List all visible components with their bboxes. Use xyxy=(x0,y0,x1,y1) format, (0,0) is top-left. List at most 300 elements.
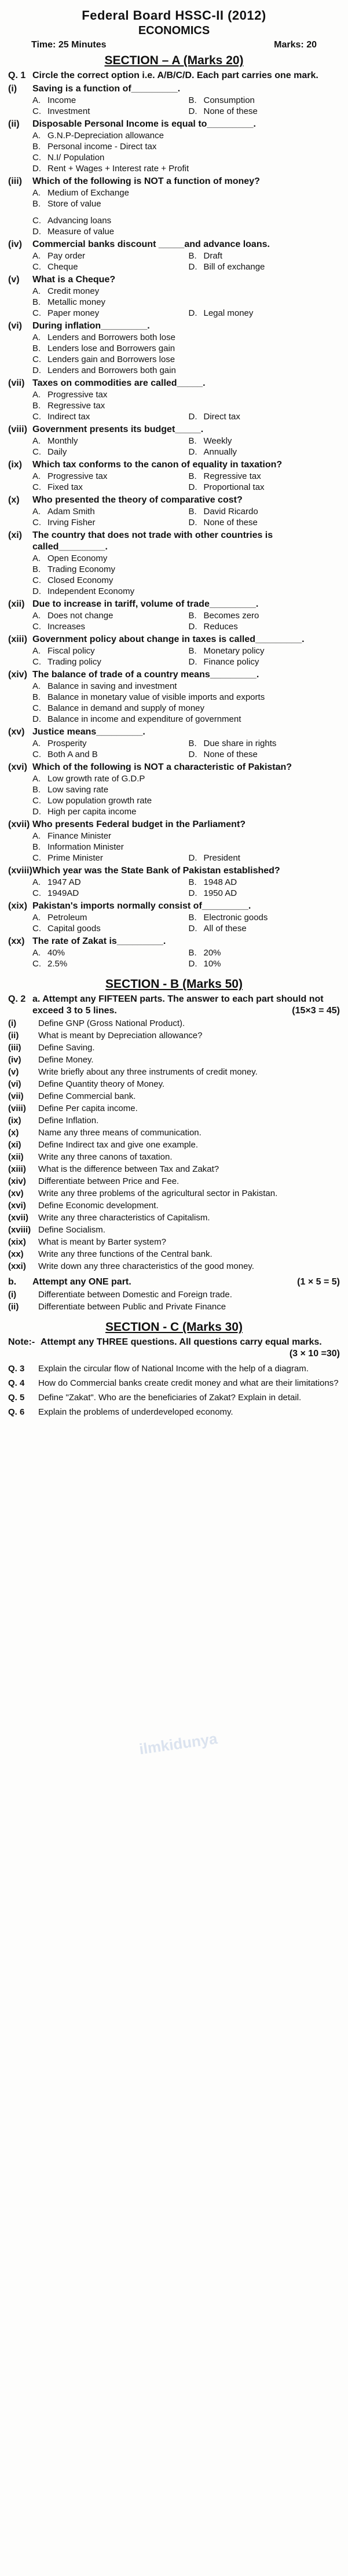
option xyxy=(32,163,340,174)
point-number: (xiii) xyxy=(8,1164,26,1174)
mcq-item xyxy=(8,936,340,969)
option-letter: D. xyxy=(188,622,197,632)
option-letter: C. xyxy=(32,518,41,527)
option-text: Measure of value xyxy=(47,227,115,237)
question-text: Explain the circular flow of National Income with the help of a diagram. xyxy=(38,1364,309,1374)
option xyxy=(32,912,184,923)
option-letter: A. xyxy=(32,646,41,656)
long-question-list xyxy=(8,1363,340,1418)
option-letter: A. xyxy=(32,553,41,563)
point-text: What is meant by Barter system? xyxy=(38,1237,166,1247)
part-b-label: b. xyxy=(8,1277,17,1287)
item-number: (xi) xyxy=(8,530,22,540)
item-body xyxy=(32,176,340,237)
option-letter: B. xyxy=(188,471,197,481)
option-letter: A. xyxy=(32,913,41,922)
option xyxy=(32,852,184,863)
option xyxy=(32,888,184,899)
option-text: 40% xyxy=(47,948,65,958)
item-number: (xx) xyxy=(8,936,25,946)
option-letter: D. xyxy=(188,482,197,492)
option xyxy=(32,749,184,760)
item-number: (x) xyxy=(8,495,20,505)
option xyxy=(32,389,184,400)
item-number: (xiii) xyxy=(8,634,27,644)
option xyxy=(189,411,340,422)
item-body xyxy=(32,865,340,899)
option xyxy=(32,308,184,319)
option xyxy=(189,95,340,106)
point-number: (xi) xyxy=(8,1140,21,1150)
option xyxy=(32,152,340,163)
point-number: (ix) xyxy=(8,1116,21,1125)
short-question xyxy=(8,1176,340,1187)
question-number: Q. 5 xyxy=(8,1393,25,1403)
option-letter: C. xyxy=(32,622,41,632)
option xyxy=(189,958,340,969)
option-letter: D. xyxy=(188,750,197,759)
option-text: Draft xyxy=(203,251,223,261)
question-text: Taxes on commodities are called_____. xyxy=(32,378,206,388)
option-text: Balance in monetary value of visible imports and exports xyxy=(47,692,265,702)
option xyxy=(189,947,340,958)
option xyxy=(189,506,340,517)
option xyxy=(189,645,340,656)
option-letter: A. xyxy=(32,251,41,261)
option-text: Irving Fisher xyxy=(47,518,96,527)
option-text: 1948 AD xyxy=(203,877,237,887)
option-text: Lenders gain and Borrowers lose xyxy=(47,355,175,364)
long-question xyxy=(8,1392,340,1403)
question-text: Who presented the theory of comparative cost? xyxy=(32,495,243,505)
option-letter: C. xyxy=(32,106,41,116)
option-text: Regressive tax xyxy=(47,401,105,411)
option xyxy=(189,286,340,291)
mcq-item xyxy=(8,424,340,457)
option-letter: D. xyxy=(32,366,41,375)
question-text: Saving is a function of_________. xyxy=(32,84,181,94)
option-letter: A. xyxy=(32,436,41,446)
options xyxy=(32,738,340,760)
item-number: (ix) xyxy=(8,460,22,470)
options xyxy=(32,286,340,319)
option-text: Becomes zero xyxy=(203,611,259,621)
option-text: Electronic goods xyxy=(203,913,268,922)
mcq-item xyxy=(8,530,340,597)
point-text: What is meant by Depreciation allowance? xyxy=(38,1031,203,1040)
short-question xyxy=(8,1103,340,1114)
question-text: During inflation_________. xyxy=(32,321,150,331)
note-marks: (3 × 10 =30) xyxy=(289,1349,340,1359)
question-number: Q. 4 xyxy=(8,1378,25,1388)
mcq-item xyxy=(8,320,340,376)
point-number: (ii) xyxy=(8,1031,19,1040)
option xyxy=(32,130,340,141)
board-title: Federal Board HSSC-II (2012) xyxy=(82,8,266,23)
point-text: Write any three canons of taxation. xyxy=(38,1152,173,1162)
section-c-title: SECTION - C (Marks 30) xyxy=(105,1320,243,1334)
option-text: Monthly xyxy=(47,436,78,446)
point-text: Differentiate between Domestic and Foreign trade. xyxy=(38,1290,232,1300)
long-question xyxy=(8,1407,340,1418)
option-letter: C. xyxy=(32,262,41,272)
item-number: (xvii) xyxy=(8,820,30,829)
option-letter: A. xyxy=(32,390,41,400)
option xyxy=(32,645,184,656)
question-number: Q. 6 xyxy=(8,1407,25,1417)
point-text: Define Socialism. xyxy=(38,1225,105,1235)
option-text: Independent Economy xyxy=(47,586,135,596)
option-text: Closed Economy xyxy=(47,575,113,585)
short-question-list xyxy=(8,1018,340,1272)
item-number: (vi) xyxy=(8,321,22,331)
question-text: Commercial banks discount _____and advance loans. xyxy=(32,239,270,249)
point-number: (v) xyxy=(8,1067,19,1077)
option-letter: A. xyxy=(32,131,41,141)
option xyxy=(32,436,184,446)
point-number: (xviii) xyxy=(8,1225,31,1235)
option-letter: D. xyxy=(188,308,197,318)
option-text: Does not change xyxy=(47,611,113,621)
option-text: Lenders and Borrowers both lose xyxy=(47,333,175,342)
point-number: (i) xyxy=(8,1290,17,1300)
option-letter: C. xyxy=(32,888,41,898)
option-text: Daily xyxy=(47,447,67,457)
option xyxy=(32,610,184,621)
option xyxy=(189,610,340,621)
option-text: Due share in rights xyxy=(203,739,277,748)
mcq-list xyxy=(8,83,340,969)
option-text: Advancing loans xyxy=(47,216,112,226)
option-text: Proportional tax xyxy=(203,482,265,492)
option-letter: B. xyxy=(188,95,197,105)
option-letter: D. xyxy=(188,888,197,898)
item-body xyxy=(32,530,340,597)
option-text: Rent + Wages + Interest rate + Profit xyxy=(47,164,189,174)
option-text: Annually xyxy=(203,447,237,457)
option xyxy=(189,877,340,888)
item-number: (ii) xyxy=(8,119,20,129)
item-number: (viii) xyxy=(8,425,27,434)
option-text: Regressive tax xyxy=(203,471,261,481)
option xyxy=(189,621,340,632)
point-number: (vii) xyxy=(8,1091,24,1101)
total-marks: Marks: 20 xyxy=(274,40,317,50)
option-letter: D. xyxy=(32,227,41,237)
item-body xyxy=(32,239,340,272)
option-letter: C. xyxy=(32,853,41,863)
option-letter: A. xyxy=(32,948,41,958)
options xyxy=(32,471,340,493)
option-letter: C. xyxy=(32,959,41,969)
options xyxy=(32,187,340,237)
option xyxy=(32,446,184,457)
option-letter: B. xyxy=(188,913,197,922)
short-question xyxy=(8,1164,340,1175)
item-body xyxy=(32,274,340,319)
option xyxy=(32,784,340,795)
question-number: Q. 3 xyxy=(8,1364,25,1374)
option-text: Balance in income and expenditure of government xyxy=(47,714,241,724)
option-letter: B. xyxy=(188,611,197,621)
short-question xyxy=(8,1115,340,1126)
option-letter: D. xyxy=(188,518,197,527)
options xyxy=(32,332,340,376)
option-text: Low growth rate of G.D.P xyxy=(47,774,145,784)
question-text: Disposable Personal Income is equal to_________. xyxy=(32,119,256,129)
option xyxy=(189,400,340,406)
mcq-item xyxy=(8,634,340,667)
short-question xyxy=(8,1042,340,1053)
option xyxy=(189,261,340,272)
option-letter: D. xyxy=(32,164,41,174)
option xyxy=(189,842,340,847)
item-number: (xiv) xyxy=(8,670,27,680)
option-letter: D. xyxy=(188,959,197,969)
mcq-item xyxy=(8,669,340,725)
option xyxy=(32,923,184,934)
option-text: None of these xyxy=(203,750,258,759)
option-letter: D. xyxy=(188,657,197,667)
option-text: Legal money xyxy=(203,308,254,318)
option xyxy=(32,250,184,261)
option-text: Adam Smith xyxy=(47,507,95,516)
item-body xyxy=(32,762,340,817)
option-text: Monetary policy xyxy=(203,646,265,656)
item-body xyxy=(32,119,340,174)
point-text: Define Inflation. xyxy=(38,1116,99,1125)
options xyxy=(32,645,340,667)
option-letter: D. xyxy=(32,807,41,817)
point-number: (iii) xyxy=(8,1043,21,1053)
options xyxy=(32,877,340,899)
option-text: N.I/ Population xyxy=(47,153,105,163)
option-text: Indirect tax xyxy=(47,412,90,422)
option xyxy=(32,261,184,272)
option-text: Investment xyxy=(47,106,90,116)
point-number: (xxi) xyxy=(8,1261,26,1271)
question-text: Define "Zakat". Who are the beneficiaries of Zakat? Explain in detail. xyxy=(38,1393,302,1403)
option-text: Direct tax xyxy=(203,412,240,422)
short-question xyxy=(8,1066,340,1077)
option-text: Low saving rate xyxy=(47,785,109,795)
option-letter: C. xyxy=(32,482,41,492)
item-body xyxy=(32,83,340,117)
short-question xyxy=(8,1091,340,1102)
option-letter: B. xyxy=(32,199,41,209)
point-text: Write any three functions of the Central bank. xyxy=(38,1249,213,1259)
section-b-part-b xyxy=(8,1276,340,1288)
mcq-item xyxy=(8,459,340,493)
option-text: Lenders lose and Borrowers gain xyxy=(47,344,175,353)
options xyxy=(32,506,340,528)
option xyxy=(32,365,340,376)
option-letter: C. xyxy=(32,657,41,667)
option-letter: C. xyxy=(32,924,41,933)
short-question xyxy=(8,1212,340,1223)
item-number: (xviii) xyxy=(8,866,32,876)
point-number: (xvi) xyxy=(8,1201,26,1211)
option-letter: A. xyxy=(32,739,41,748)
option-letter: C. xyxy=(32,575,41,585)
option-text: Both A and B xyxy=(47,750,98,759)
option-letter: B. xyxy=(32,564,41,574)
option-letter: C. xyxy=(32,153,41,163)
option xyxy=(32,209,340,215)
option xyxy=(189,106,340,117)
item-body xyxy=(32,424,340,457)
watermark-logo: ilmkidunya xyxy=(138,1729,219,1758)
short-question xyxy=(8,1127,340,1138)
option-letter: C. xyxy=(32,412,41,422)
short-question xyxy=(8,1018,340,1029)
option xyxy=(189,389,340,395)
option-letter: A. xyxy=(32,95,41,105)
option-text: Information Minister xyxy=(47,842,124,852)
item-number: (vii) xyxy=(8,378,25,388)
point-text: Define Commercial bank. xyxy=(38,1091,136,1101)
option xyxy=(189,738,340,749)
option-text: None of these xyxy=(203,106,258,116)
point-number: (xiv) xyxy=(8,1176,26,1186)
time-allowed: Time: 25 Minutes xyxy=(31,40,107,50)
option xyxy=(32,564,340,575)
part-b-question xyxy=(8,1289,340,1300)
short-question xyxy=(8,1249,340,1260)
option-letter: D. xyxy=(188,412,197,422)
question-text: Justice means_________. xyxy=(32,727,145,737)
option-text: Finance Minister xyxy=(47,831,112,841)
option xyxy=(189,831,340,836)
option xyxy=(32,575,340,586)
short-question xyxy=(8,1030,340,1041)
part-a-text: Attempt any FIFTEEN parts. The answer to each part should not exceed 3 to 5 lines. xyxy=(32,994,324,1016)
item-body xyxy=(32,819,340,863)
part-b-list xyxy=(8,1289,340,1312)
option xyxy=(32,482,184,493)
options xyxy=(32,610,340,632)
short-question xyxy=(8,1139,340,1150)
point-text: Define Money. xyxy=(38,1055,94,1065)
exam-meta xyxy=(8,40,340,50)
question-text: The balance of trade of a country means_________. xyxy=(32,670,259,680)
item-number: (xv) xyxy=(8,727,25,737)
option-text: Finance policy xyxy=(203,657,259,667)
option xyxy=(32,286,184,297)
option-letter: A. xyxy=(32,774,41,784)
point-text: Write down any three characteristics of the good money. xyxy=(38,1261,254,1271)
short-question xyxy=(8,1200,340,1211)
option-text: Lenders and Borrowers both gain xyxy=(47,366,176,375)
option xyxy=(189,471,340,482)
option-text: High per capita income xyxy=(47,807,137,817)
option-text: Fixed tax xyxy=(47,482,83,492)
question-text: Government presents its budget_____. xyxy=(32,425,204,434)
note-text: Attempt any THREE questions. All questions carry equal marks. xyxy=(41,1337,322,1347)
option-letter: A. xyxy=(32,507,41,516)
option xyxy=(32,958,184,969)
options xyxy=(32,681,340,725)
question-text: Government policy about change in taxes is called_________. xyxy=(32,634,305,644)
mcq-item xyxy=(8,274,340,319)
option xyxy=(189,297,340,302)
question-text: Which tax conforms to the canon of equality in taxation? xyxy=(32,460,283,470)
long-question xyxy=(8,1363,340,1374)
option-letter: B. xyxy=(32,785,41,795)
item-body xyxy=(32,936,340,969)
part-b-text: Attempt any ONE part. xyxy=(32,1277,131,1287)
option xyxy=(32,703,340,714)
point-text: Write any three characteristics of Capitalism. xyxy=(38,1213,210,1223)
option-letter: B. xyxy=(188,948,197,958)
point-number: (iv) xyxy=(8,1055,21,1065)
item-number: (iii) xyxy=(8,176,22,186)
option-text: All of these xyxy=(203,924,247,933)
question-text: Pakistan's imports normally consist of_________. xyxy=(32,901,251,911)
short-question xyxy=(8,1237,340,1248)
question-text: Which year was the State Bank of Pakistan established? xyxy=(32,866,280,876)
option-letter: A. xyxy=(32,611,41,621)
option-text: Prime Minister xyxy=(47,853,103,863)
mcq-item xyxy=(8,239,340,272)
option-text: Weekly xyxy=(203,436,232,446)
item-body xyxy=(32,901,340,934)
mcq-item xyxy=(8,378,340,422)
option-text: Capital goods xyxy=(47,924,101,933)
section-a-instruction xyxy=(8,70,340,82)
option-letter: A. xyxy=(32,877,41,887)
option xyxy=(32,842,184,852)
option xyxy=(32,738,184,749)
options xyxy=(32,130,340,174)
question-text: Explain the problems of underdeveloped economy. xyxy=(38,1407,233,1417)
option-text: 20% xyxy=(203,948,221,958)
part-a-marks: (15×3 = 45) xyxy=(292,1006,340,1016)
option xyxy=(32,553,340,564)
option xyxy=(189,436,340,446)
option-text: Trading policy xyxy=(47,657,101,667)
option-text: 2.5% xyxy=(47,959,68,969)
part-b-marks: (1 × 5 = 5) xyxy=(297,1277,340,1287)
item-body xyxy=(32,599,340,632)
point-text: Write any three problems of the agricultural sector in Pakistan. xyxy=(38,1189,278,1198)
option xyxy=(32,947,184,958)
option-text: Reduces xyxy=(203,622,238,632)
option-letter: D. xyxy=(188,447,197,457)
options xyxy=(32,250,340,272)
option-text: None of these xyxy=(203,518,258,527)
option-letter: D. xyxy=(188,924,197,933)
point-text: Define Indirect tax and give one example. xyxy=(38,1140,198,1150)
short-question xyxy=(8,1261,340,1272)
section-c-note xyxy=(8,1337,340,1360)
option xyxy=(32,297,184,308)
item-number: (xix) xyxy=(8,901,27,911)
point-text: Define Saving. xyxy=(38,1043,95,1053)
item-number: (v) xyxy=(8,275,20,285)
point-number: (i) xyxy=(8,1018,17,1028)
option xyxy=(32,332,340,343)
option-letter: B. xyxy=(32,401,41,411)
option-letter: A. xyxy=(32,831,41,841)
item-body xyxy=(32,378,340,422)
option-text: Balance in saving and investment xyxy=(47,681,177,691)
option xyxy=(32,106,184,117)
option-letter: D. xyxy=(32,586,41,596)
option-text: Paper money xyxy=(47,308,100,318)
option-letter: A. xyxy=(32,681,41,691)
option xyxy=(32,831,184,842)
